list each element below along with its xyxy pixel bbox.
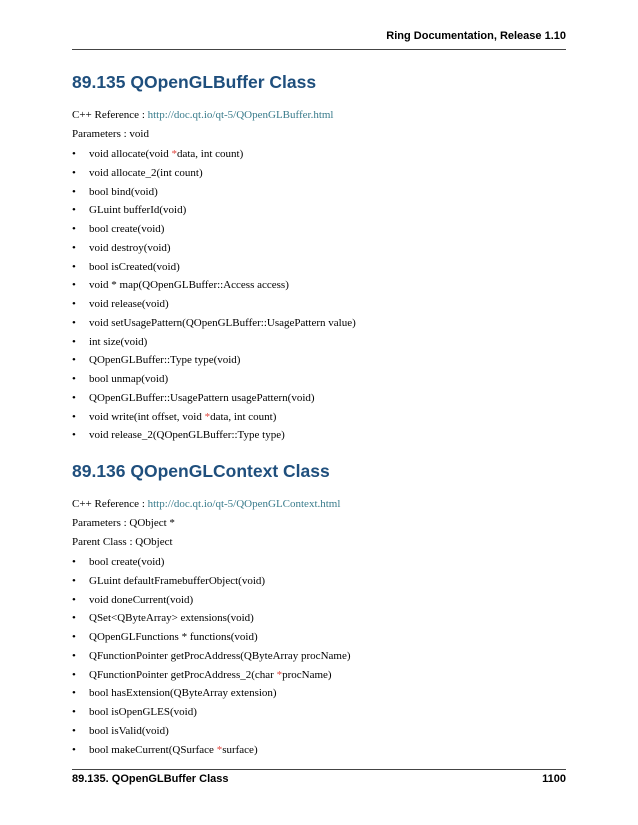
list-item — [72, 574, 566, 588]
list-item — [72, 611, 566, 625]
list-item — [72, 428, 566, 442]
item-text: QOpenGLBuffer::Type type(void) — [89, 354, 241, 367]
list-item — [72, 555, 566, 569]
footer-divider — [72, 769, 566, 770]
item-text: bool create(void) — [89, 223, 165, 235]
bullet-icon: • — [72, 631, 76, 643]
list-item — [72, 166, 566, 180]
list-item — [72, 147, 566, 161]
method-list — [72, 555, 566, 757]
reference-link[interactable]: http://doc.qt.io/qt-5/QOpenGLBuffer.html — [147, 109, 334, 121]
bullet-icon: • — [72, 241, 76, 254]
item-text: bool isCreated(void) — [89, 260, 180, 273]
list-item — [72, 705, 566, 719]
bullet-icon: • — [72, 556, 76, 568]
bullet-icon: • — [72, 410, 76, 423]
pointer-star: * — [276, 668, 283, 681]
item-text: void * map(QOpenGLBuffer::Access access) — [89, 279, 289, 292]
pointer-star: * — [216, 743, 223, 756]
bullet-icon: • — [72, 429, 76, 442]
item-text: GLuint defaultFramebufferObject(void) — [89, 574, 266, 587]
running-footer — [72, 773, 566, 785]
bullet-icon: • — [72, 148, 76, 160]
item-text: bool create(void) — [89, 556, 165, 568]
bullet-icon: • — [72, 279, 76, 292]
section-title: 89.136 QOpenGLContext Class — [72, 461, 330, 481]
bullet-icon: • — [72, 204, 76, 217]
item-text: void release_2(QOpenGLBuffer::Type type) — [89, 429, 285, 442]
bullet-icon: • — [72, 223, 76, 235]
bullet-icon: • — [72, 335, 76, 348]
bullet-icon: • — [72, 166, 76, 179]
footer-section: 89.135. QOpenGLBuffer Class — [72, 773, 229, 785]
cpp-reference — [72, 497, 566, 511]
bullet-icon: • — [72, 391, 76, 404]
running-header: Ring Documentation, Release 1.10 — [386, 30, 566, 42]
item-text: surface) — [222, 743, 258, 756]
item-text: bool unmap(void) — [89, 373, 169, 385]
method-list — [72, 147, 566, 442]
item-text: void write(int offset, void — [89, 410, 205, 423]
reference-label: C++ Reference : — [72, 498, 148, 510]
section-qopenglbuffer — [72, 72, 566, 447]
parameters: Parameters : QObject * — [72, 517, 175, 529]
bullet-icon: • — [72, 612, 76, 625]
parameters: Parameters : void — [72, 128, 149, 140]
list-item — [72, 353, 566, 367]
item-text: QSet<QByteArray> extensions(void) — [89, 612, 254, 625]
item-text: void doneCurrent(void) — [89, 593, 194, 606]
item-text: bool isValid(void) — [89, 724, 169, 737]
item-text: int size(void) — [89, 335, 148, 348]
item-text: procName) — [282, 668, 332, 681]
bullet-icon: • — [72, 687, 76, 700]
bullet-icon: • — [72, 373, 76, 385]
list-item — [72, 630, 566, 644]
list-item — [72, 185, 566, 199]
list-item — [72, 241, 566, 255]
item-text: void allocate_2(int count) — [89, 166, 203, 179]
list-item — [72, 724, 566, 738]
item-text: bool makeCurrent(QSurface — [89, 743, 217, 756]
header-divider — [72, 49, 566, 50]
page-number: 1100 — [542, 773, 566, 785]
list-item — [72, 410, 566, 424]
item-text: void allocate(void — [89, 148, 172, 160]
list-item — [72, 391, 566, 405]
item-text: bool hasExtension(QByteArray extension) — [89, 687, 277, 700]
item-text: QOpenGLBuffer::UsagePattern usagePattern(void) — [89, 391, 315, 404]
list-item — [72, 743, 566, 757]
item-text: data, int count) — [176, 148, 244, 160]
list-item — [72, 316, 566, 330]
item-text: void release(void) — [89, 298, 169, 310]
list-item — [72, 668, 566, 682]
list-item — [72, 260, 566, 274]
list-item — [72, 335, 566, 349]
item-text: GLuint bufferId(void) — [89, 204, 187, 217]
list-item — [72, 203, 566, 217]
list-item — [72, 372, 566, 386]
bullet-icon: • — [72, 724, 76, 737]
bullet-icon: • — [72, 668, 76, 681]
section-title: 89.135 QOpenGLBuffer Class — [72, 72, 317, 92]
bullet-icon: • — [72, 649, 76, 662]
item-text: void setUsagePattern(QOpenGLBuffer::UsagePattern value) — [89, 316, 356, 329]
item-text: void destroy(void) — [89, 241, 171, 254]
bullet-icon: • — [72, 298, 76, 310]
bullet-icon: • — [72, 743, 76, 756]
bullet-icon: • — [72, 354, 76, 367]
item-text: bool isOpenGLES(void) — [89, 706, 197, 718]
bullet-icon: • — [72, 574, 76, 587]
item-text: QOpenGLFunctions * functions(void) — [89, 631, 258, 643]
list-item — [72, 649, 566, 663]
list-item — [72, 593, 566, 607]
list-item — [72, 278, 566, 292]
item-text: data, int count) — [210, 410, 277, 423]
bullet-icon: • — [72, 260, 76, 273]
pointer-star: * — [204, 410, 211, 423]
section-qopenglcontext — [72, 461, 566, 761]
parent-class: Parent Class : QObject — [72, 536, 173, 548]
bullet-icon: • — [72, 316, 76, 329]
reference-link[interactable]: http://doc.qt.io/qt-5/QOpenGLContext.html — [147, 498, 341, 510]
reference-label: C++ Reference : — [72, 109, 148, 121]
bullet-icon: • — [72, 593, 76, 606]
list-item — [72, 297, 566, 311]
list-item — [72, 222, 566, 236]
bullet-icon: • — [72, 706, 76, 718]
bullet-icon: • — [72, 185, 76, 198]
item-text: QFunctionPointer getProcAddress_2(char — [89, 668, 277, 681]
list-item — [72, 686, 566, 700]
pointer-star: * — [171, 148, 177, 160]
item-text: bool bind(void) — [89, 185, 158, 198]
item-text: QFunctionPointer getProcAddress(QByteArray procName) — [89, 649, 351, 662]
cpp-reference — [72, 108, 566, 122]
